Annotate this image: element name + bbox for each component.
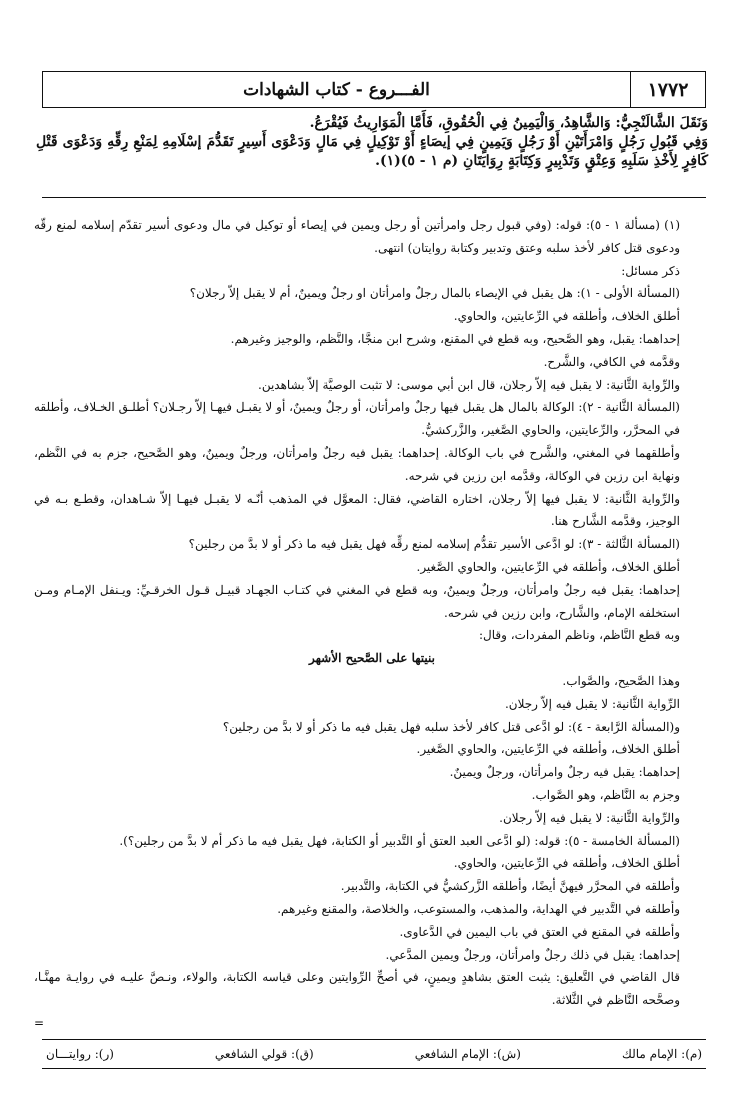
key-two-narrations: (ر): روايتـــان	[46, 1047, 114, 1061]
footnote-paragraph: (١) (مسألة ١ - ٥): قوله: (وفي قبول رجل وامرأتين أو رجل ويمين في إيصاء أو توكيل في مال ودعوى أسير تقدّم إسلامه لمنع رقّه ودعوى قتل كافر لأخذ سلبه وعتق وتدبير وكتابة روايتان) انتهى.	[34, 218, 681, 255]
footnote-paragraph: (المسألة الثَّالثة - ٣): لو ادَّعى الأسير تقدُّم إسلامه لمنع رقِّه فهل يقبل فيه ما ذكر أو لا بدَّ من رجلين؟	[188, 537, 680, 552]
footnote-paragraph: ذكر مسائل:	[621, 263, 680, 278]
footnote-paragraph: أطلق الخلاف، وأطلقه في الرِّعايتين، والحاوي الصَّغير.	[416, 742, 680, 757]
footnote-paragraph: إحداهما: يقبل فيه رجلٌ وامرأتان، ورجلٌ ويمينٌ.	[449, 765, 680, 780]
verse-line: بنيتها على الصَّحيح الأشهر	[309, 651, 435, 666]
footnote-paragraph: الرِّواية الثَّانية: لا يقبل فيه إلاّ رجلان.	[504, 696, 680, 711]
footnote-paragraph: أطلق الخلاف، وأطلقه في الرِّعايتين، والحاوي.	[453, 309, 680, 324]
key-malik: (م): الإمام مالك	[621, 1047, 702, 1061]
page-title: الفـــروع - كتاب الشهادات	[243, 79, 430, 100]
main-line: وَفِي قَبُولِ رَجُلٍ وَامْرَأَتَيْنِ أَوْ رَجُلٍ وَيَمِينٍ فِي إيصَاءٍ أَوْ تَوْكِيلٍ فِي مَالٍ وَدَعْوَى أَسِيرٍ تَقَدُّمَ إسْلَامِهِ لِمَنْعِ رِقِّهِ وَدَعْوَى قَتْلِ كَافِرٍ لِأَخْذِ سَلَبِهِ وَعِتْقٍ وَتَدْبِيرٍ وَكِتَابَةٍ رِوَايَتَانِ (م ١ - ٥)(١).	[36, 134, 708, 169]
footnote-paragraph: والرِّواية الثَّانية: لا يقبل فيها إلاّ رجلان، اختاره القاضي، فقال: المعوَّل في المذهب أنّـه لا يقبـل فيهـا إلاّ شـاهدان، وقطـع بـه في الوجيز، وقدَّمه الشَّارح هنا.	[34, 491, 680, 529]
footnote-paragraph: وقدَّمه في الكافي، والشَّرح.	[543, 354, 680, 369]
page-number: ١٧٧٢	[630, 72, 705, 107]
footnote-paragraph: وجزم به النَّاظم، وهو الصَّواب.	[531, 787, 680, 802]
footnote-paragraph: وأطلقهما في المغني، والشَّرح في باب الوكالة. إحداهما: يقبل فيه رجلٌ وامرأتان، ورجلٌ ويمينٌ، وهو الصَّحيح، جزم به في النَّظم، ونهاية ابن رزين في الوكالة، وقدَّمه ابن رزين في شرحه.	[34, 445, 680, 483]
footnote-paragraph: و(المسألة الرَّابعة - ٤): لو ادَّعى قتل كافر لأخذ سلبه فهل يقبل فيه ما ذكر أو لا بدَّ من رجلين؟	[222, 719, 680, 734]
continuation-mark: =	[34, 1015, 45, 1030]
footnote-paragraph: إحداهما: يقبل في ذلك رجلٌ وامرأتان، ورجلٌ ويمين المدَّعي.	[385, 947, 680, 962]
main-text	[36, 114, 708, 171]
footnote-divider	[42, 197, 706, 198]
page-header	[42, 71, 706, 108]
footnote-paragraph: وأطلقه في المحرَّر فيهنَّ أيضًا، وأطلقه الزَّركشيُّ في الكتابة، والتَّدبير.	[340, 879, 680, 894]
footnote-paragraph: أطلق الخلاف، وأطلقه في الرِّعايتين، والحاوي.	[453, 856, 680, 871]
footnote-paragraph: وأطلقه في المقنع في العتق في باب اليمين في الدَّعاوى.	[399, 924, 680, 939]
main-line: وَنَقَلَ الشَّالَنْجِيُّ: وَالشَّاهِدُ، وَالْيَمِينُ فِي الْحُقُوقِ، فَأَمَّا الْمَوَارِيثُ فَيُقْرَعُ.	[309, 115, 708, 131]
key-shafii-opinions: (ق): قولي الشافعي	[214, 1047, 314, 1061]
footnote-paragraph: (المسألة الثَّانية - ٢): الوكالة بالمال هل يقبل فيها رجلٌ وامرأتان، أو رجلٌ ويمينٌ، أو لا يقبـل فيهـا إلاّ رجـلان؟ أطلـق الخـلاف، وأطلقه في المحرَّر، والرِّعايتين، والحاوي الصَّغير، والزَّركشيُّ.	[34, 400, 680, 438]
footnote-paragraph: (المسألة الأولى - ١): هل يقبل في الإيصاء بالمال رجلٌ وامرأتان او رجلٌ ويمينٌ، أم لا يقبل إلاّ رجلان؟	[189, 286, 680, 301]
footnote-paragraph: وهذا الصَّحيح، والصَّواب.	[562, 673, 680, 688]
footnote-paragraph: إحداهما: يقبل فيه رجلٌ وامرأتان، ورجلٌ ويمينٌ، وبه قطع في المغني في كتـاب الجهـاد قبيـل قـول الخرقـيِّ: ويـنفل الإمـام ومـن استخلفه الإمام، والشَّارح، وابن رزين في شرحه.	[34, 582, 680, 620]
footnote-paragraph: إحداهما: يقبل، وهو الصَّحيح، وبه قطع في المقنع، وشرح ابن منجَّا، والنَّظم، والوجيز وغيرهم.	[230, 331, 680, 346]
footnote-paragraph: (المسألة الخامسة - ٥): قوله: (لو ادَّعى العبد العتق أو التَّدبير أو الكتابة، فهل يقبل فيه ما ذكر أم لا بدَّ من رجلين؟).	[119, 833, 680, 848]
footnote-paragraph: أطلق الخلاف، وأطلقه في الرِّعايتين، والحاوي الصَّغير.	[416, 559, 680, 574]
abbreviation-key	[42, 1039, 706, 1069]
footnote-paragraph: والرِّواية الثَّانية: لا يقبل فيه إلاّ رجلان، قال ابن أبي موسى: لا تثبت الوصيَّة إلاّ بشاهدين.	[258, 377, 680, 392]
footnote-paragraph: وأطلقه في التَّدبير في الهداية، والمذهب، والمستوعب، والخلاصة، والمقنع وغيرهم.	[277, 901, 680, 916]
footnote-paragraph: والرِّواية الثَّانية: لا يقبل فيه إلاّ رجلان.	[499, 810, 680, 825]
footnotes	[34, 214, 710, 1035]
footnote-paragraph: قال القاضي في التَّعليق: يثبت العتق بشاهدٍ ويمينٍ، في أصحِّ الرِّوايتين وعلى قياسه الكتابة، والولاء، ونـصَّ عليـه في روايـة مهنَّـا، وصحَّحه النَّاظم في الثَّلاثة.	[34, 970, 680, 1008]
footnote-paragraph: وبه قطع النَّاظم، وناظم المفردات، وقال:	[478, 628, 680, 643]
key-shafii: (ش): الإمام الشافعي	[414, 1047, 521, 1061]
